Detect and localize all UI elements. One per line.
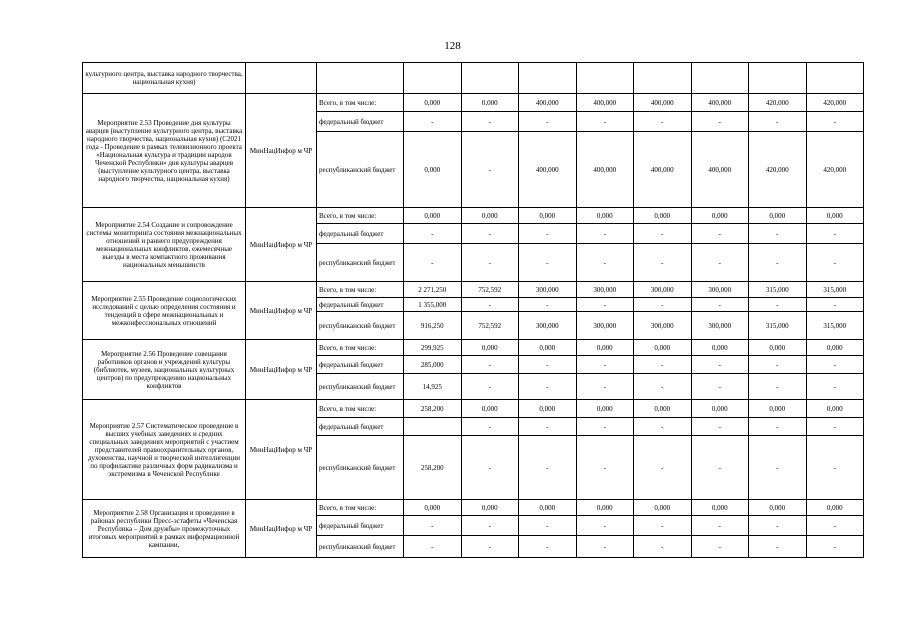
amount-cell: 0,000 [519,500,577,516]
amount-cell: 0,000 [634,500,692,516]
amount-cell: - [461,516,519,536]
amount-cell: - [576,356,634,374]
amount-cell: - [519,356,577,374]
amount-cell: 0,000 [634,400,692,418]
amount-cell: - [461,356,519,374]
amount-cell: 0,000 [519,400,577,418]
amount-cell: - [404,112,462,132]
funding-source-cell: Всего, в том числе: [317,282,404,298]
amount-cell: - [806,298,864,312]
amount-cell: 0,000 [461,208,519,224]
amount-cell: 400,000 [691,132,749,208]
funding-source-cell: республиканский бюджет [317,436,404,500]
amount-cell: 0,000 [576,500,634,516]
amount-cell: - [519,436,577,500]
amount-cell: 300,000 [691,282,749,298]
amount-cell: 300,000 [634,282,692,298]
funding-source-cell: федеральный бюджет [317,298,404,312]
measure-total-row [83,500,864,516]
amount-cell: - [519,298,577,312]
amount-cell: 300,000 [519,312,577,340]
activity-cell: Мероприятие 2.58 Организация и проведение в районах республики Пресс-эстафеты «Чеченская Республика – Дом дружбы» промежуточных итоговых мероприятий в рамках информационной кампании, [83,500,246,558]
amount-cell: - [691,436,749,500]
funding-source-cell: республиканский бюджет [317,244,404,282]
amount-cell: - [806,224,864,244]
amount-cell: - [691,298,749,312]
amount-cell: - [634,436,692,500]
amount-cell: - [691,374,749,400]
amount-cell: 400,000 [519,94,577,112]
amount-cell: 420,000 [749,94,807,112]
amount-cell: - [461,244,519,282]
amount-cell: - [404,244,462,282]
amount-cell: - [634,112,692,132]
amount-cell: 0,000 [691,208,749,224]
executor-cell: МинНацИнфор м ЧР [246,400,317,500]
amount-cell: - [461,436,519,500]
amount-cell: 0,000 [404,208,462,224]
amount-cell: - [461,298,519,312]
amount-cell: - [806,516,864,536]
amount-cell: 0,000 [806,208,864,224]
amount-cell: - [461,224,519,244]
amount-cell: 1 355,000 [404,298,462,312]
amount-cell: - [691,112,749,132]
amount-cell: 14,925 [404,374,462,400]
measure-total-row [83,400,864,418]
amount-cell: - [749,356,807,374]
executor-cell: МинНацИнфор м ЧР [246,500,317,558]
amount-cell: - [634,244,692,282]
executor-cell: МинНацИнфор м ЧР [246,282,317,340]
amount-cell: 0,000 [749,340,807,356]
amount-cell: - [576,298,634,312]
amount-cell: - [691,224,749,244]
amount-cell: - [519,536,577,558]
amount-cell: 0,000 [519,340,577,356]
amount-cell: 315,000 [806,282,864,298]
amount-cell: - [461,536,519,558]
amount-cell: 0,000 [691,500,749,516]
amount-cell: - [691,244,749,282]
amount-cell: 315,000 [806,312,864,340]
amount-cell: 400,000 [634,132,692,208]
amount-cell: 0,000 [404,132,462,208]
amount-cell: 285,000 [404,356,462,374]
executor-cell [246,63,317,94]
amount-cell: 0,000 [691,340,749,356]
amount-cell: 0,000 [691,400,749,418]
amount-cell: - [519,418,577,436]
amount-cell: 0,000 [576,340,634,356]
funding-source-cell: Всего, в том числе: [317,208,404,224]
funding-source-cell: республиканский бюджет [317,312,404,340]
measure-total-row [83,208,864,224]
activity-cell: культурного центра, выставка народного творчества, национальная кухня) [83,63,246,94]
funding-source-cell: республиканский бюджет [317,536,404,558]
amount-cell: - [749,516,807,536]
amount-cell: - [576,112,634,132]
measure-total-row [83,94,864,112]
amount-cell: 400,000 [576,132,634,208]
amount-cell: - [461,374,519,400]
amount-cell: 752,592 [461,312,519,340]
amount-cell: - [806,536,864,558]
activity-cell: Мероприятие 2.55 Проведение социологических исследований с целью определения состояния и тенденций в сфере межнациональных и межконфессиональных отношений [83,282,246,340]
amount-cell: 0,000 [749,500,807,516]
activity-cell: Мероприятие 2.56 Проведение совещания работников органов и учреждений культуры (библиотек, музеев, национальных культурных центров) по предупреждению национальных конфликтов [83,340,246,400]
funding-source-cell: федеральный бюджет [317,356,404,374]
amount-cell: - [806,436,864,500]
page-number: 128 [444,40,461,52]
executor-cell: МинНацИнфор м ЧР [246,208,317,282]
amount-cell: - [576,224,634,244]
amount-cell: 420,000 [806,132,864,208]
amount-cell: - [749,244,807,282]
amount-cell: 0,000 [461,400,519,418]
amount-cell: - [691,536,749,558]
amount-cell: - [519,244,577,282]
amount-cell: 0,000 [576,208,634,224]
amount-cell: 300,000 [691,312,749,340]
amount-cell: - [576,436,634,500]
amount-cell: 315,000 [749,312,807,340]
amount-cell: 2 271,250 [404,282,462,298]
amount-cell: - [634,418,692,436]
amount-cell: - [749,436,807,500]
amount-cell: - [461,132,519,208]
amount-cell: - [576,516,634,536]
continuation-row [83,63,864,94]
funding-source-cell: республиканский бюджет [317,132,404,208]
amount-cell: 0,000 [461,500,519,516]
amount-cell: 0,000 [634,208,692,224]
activity-cell: Мероприятие 2.54 Создание и сопровождение системы мониторинга состояния межнациональных отношений и раннего предупреждения межнациональных конфликтов, ежемесячные выезды в места компактного проживания национальных меньшинств [83,208,246,282]
amount-cell: 0,000 [576,400,634,418]
amount-cell: - [634,374,692,400]
amount-cell: 258,200 [404,436,462,500]
amount-cell: - [806,244,864,282]
amount-cell: - [519,224,577,244]
amount-cell: - [749,536,807,558]
funding-source-cell: Всего, в том числе: [317,400,404,418]
source-cell [317,63,404,94]
amount-cell: 315,000 [749,282,807,298]
amount-cell: 0,000 [806,500,864,516]
amount-cell: - [691,516,749,536]
amount-cell: 0,000 [519,208,577,224]
amount-cell: 0,000 [461,94,519,112]
amount-cell: 0,000 [461,340,519,356]
amount-cell: 420,000 [806,94,864,112]
amount-cell: 0,000 [806,340,864,356]
amount-cell: - [576,244,634,282]
amount-cell: - [519,374,577,400]
amount-cell: - [749,298,807,312]
amount-cell: - [576,536,634,558]
amount-cell: - [806,418,864,436]
amount-cell: - [461,112,519,132]
executor-cell: МинНацИнфор м ЧР [246,340,317,400]
amount-cell: - [806,356,864,374]
amount-cell: - [576,418,634,436]
amount-cell: 299,925 [404,340,462,356]
funding-source-cell: федеральный бюджет [317,112,404,132]
amount-cell: 300,000 [519,282,577,298]
amount-cell: - [634,356,692,374]
amount-cell: - [749,112,807,132]
funding-source-cell: республиканский бюджет [317,374,404,400]
amount-cell: - [691,356,749,374]
amount-cell: 400,000 [519,132,577,208]
amount-cell: 400,000 [691,94,749,112]
amount-cell: 0,000 [749,400,807,418]
amount-cell: 300,000 [576,282,634,298]
amount-cell: - [576,374,634,400]
amount-cell: 300,000 [634,312,692,340]
amount-cell: 258,200 [404,400,462,418]
measure-total-row [83,340,864,356]
amount-cell: - [404,516,462,536]
amount-cell: 420,000 [749,132,807,208]
amount-cell: - [634,516,692,536]
amount-cell: - [461,418,519,436]
funding-source-cell: Всего, в том числе: [317,94,404,112]
amount-cell: 0,000 [404,94,462,112]
amount-cell: - [519,516,577,536]
amount-cell: - [634,224,692,244]
amount-cell: - [519,112,577,132]
amount-cell: 400,000 [634,94,692,112]
amount-cell: - [749,374,807,400]
amount-cell: 0,000 [806,400,864,418]
budget-table [82,62,864,558]
funding-source-cell: федеральный бюджет [317,418,404,436]
funding-source-cell: Всего, в том числе: [317,340,404,356]
activity-cell: Мероприятие 2.53 Проведение дня культуры аварцев (выступление культурного центра, выставка народного творчества, национальная кухня) (С2021 года - Проведение в рамках телевизионного проекта «Национальная культура и традиции народов Чеченской Республики» дня культуры аварцев (выступление культурного центра, выставка народного творчества, национальная кухня) [83,94,246,208]
amount-cell: - [634,298,692,312]
amount-cell: - [806,374,864,400]
funding-source-cell: Всего, в том числе: [317,500,404,516]
amount-cell: - [404,536,462,558]
funding-source-cell: федеральный бюджет [317,516,404,536]
amount-cell: 0,000 [749,208,807,224]
amount-cell: 752,592 [461,282,519,298]
amount-cell: 0,000 [404,500,462,516]
amount-cell: - [634,536,692,558]
amount-cell: 916,250 [404,312,462,340]
amount-cell: - [749,224,807,244]
amount-cell: 0,000 [634,340,692,356]
funding-source-cell: федеральный бюджет [317,224,404,244]
activity-cell: Мероприятие 2.57 Систематическое проведение в высших учебных заведениях и средних специальных заведениях мероприятий с участием представителей правоохранительных органов, духовенства, научной и творческой интеллигенции по профилактике различных форм радикализма и экстремизма в Чеченской Республике [83,400,246,500]
amount-cell: - [691,418,749,436]
amount-cell: - [749,418,807,436]
executor-cell: МинНацИнфор м ЧР [246,94,317,208]
amount-cell [404,418,462,436]
amount-cell: - [404,224,462,244]
amount-cell: - [806,112,864,132]
amount-cell: 300,000 [576,312,634,340]
amount-cell: 400,000 [576,94,634,112]
measure-total-row [83,282,864,298]
